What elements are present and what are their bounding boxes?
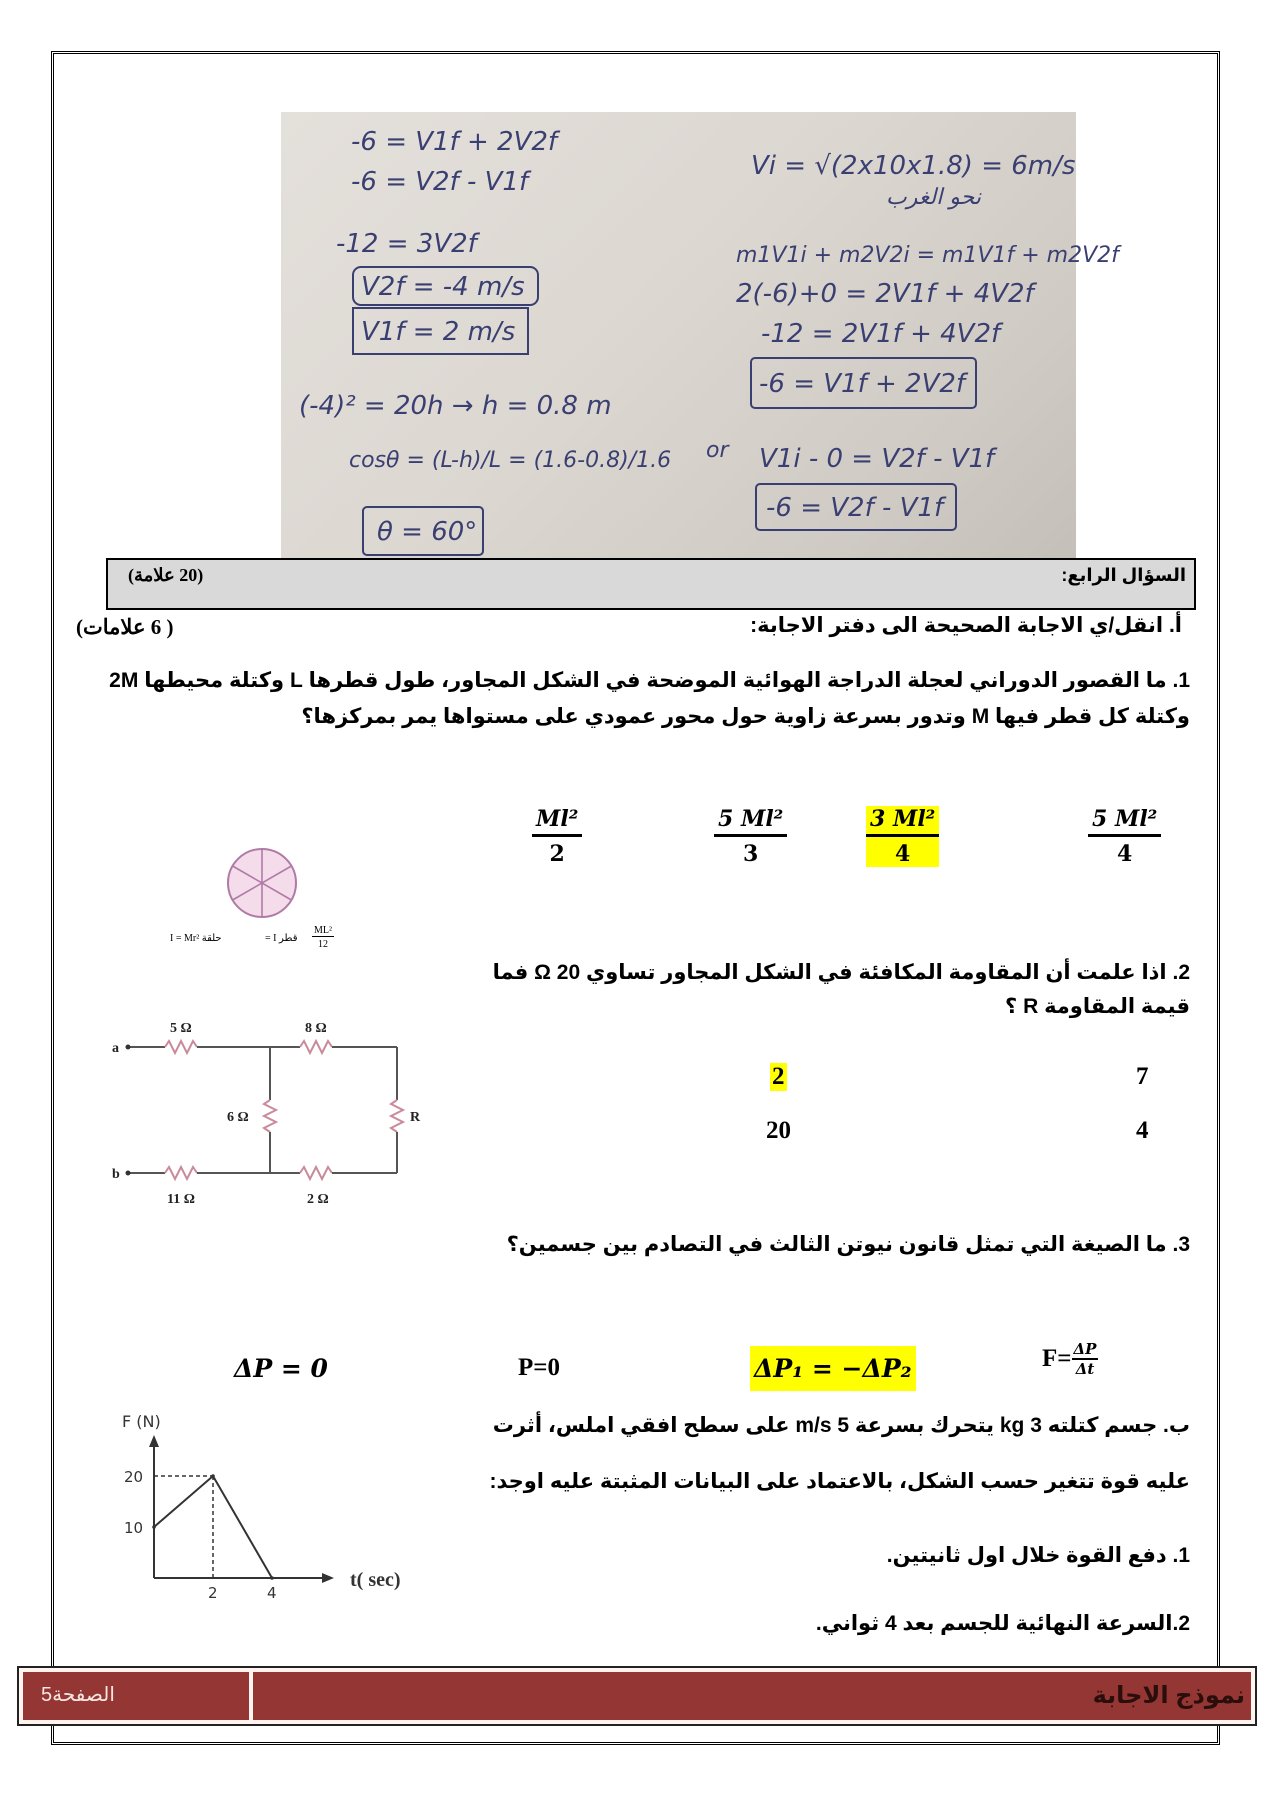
node-label-b: b: [112, 1167, 120, 1182]
force-time-chart: [110, 1405, 430, 1615]
q1-option[interactable]: [714, 806, 787, 867]
terminal-b: [126, 1171, 131, 1176]
x-tick-label: 2: [208, 1584, 218, 1602]
q1-option-correct[interactable]: [866, 806, 939, 867]
footer-page-cell: [23, 1672, 249, 1720]
hw-left-line: θ = 60°: [377, 517, 478, 547]
option-numerator: 3 Ml²: [866, 806, 939, 837]
hw-right-line: V1i - 0 = V2f - V1f: [759, 444, 995, 474]
q2-text-line2: قيمة المقاومة R ؟: [1005, 995, 1190, 1018]
q2-option-correct[interactable]: 2: [772, 1063, 785, 1090]
option-denominator: 3: [743, 841, 759, 867]
q3-option[interactable]: [1042, 1340, 1098, 1378]
resistor-5-ohm: [165, 1041, 197, 1053]
hw-left-line: V2f = -4 m/s: [361, 272, 525, 302]
bicycle-wheel-icon: [222, 843, 302, 923]
part-a-instruction: أ. انقل/ي الاجابة الصحيحة الى دفتر الاجابة:: [750, 614, 1182, 637]
hw-right-line: 2(-6)+0 = 2V1f + 4V2f: [736, 279, 1034, 309]
chart-xlabel: t( sec): [350, 1569, 401, 1591]
q1-text-line1: 1. ما القصور الدوراني لعجلة الدراجة الهوائية الموضحة في الشكل المجاور، طول قطرها L وكتلة محيطها 2M: [109, 669, 1190, 692]
q2-text-line1: 2. اذا علمت أن المقاومة المكافئة في الشكل المجاور تساوي Ω 20 فما: [492, 961, 1190, 984]
part-a-marks: ( 6 علامات): [76, 615, 174, 639]
hw-left-line: -6 = V2f - V1f: [351, 167, 529, 197]
q2-option[interactable]: 7: [1136, 1063, 1149, 1090]
wheel-caption: [170, 925, 345, 957]
hw-right-line: -6 = V2f - V1f: [766, 493, 944, 523]
caption-rod-den: 12: [318, 939, 328, 950]
part-b-item2: 2.السرعة النهائية للجسم بعد 4 ثواني.: [815, 1612, 1190, 1635]
handwritten-solution-photo: [281, 112, 1119, 560]
node-label-a: a: [112, 1041, 119, 1056]
option-numerator: 5 Ml²: [714, 806, 787, 837]
hw-left-line: (-4)² = 20h → h = 0.8 m: [299, 391, 612, 421]
resistor-11-ohm: [165, 1167, 197, 1179]
hw-right-line: Vi = √(2x10x1.8) = 6m/s: [751, 151, 1076, 181]
hw-right-line: -12 = 2V1f + 4V2f: [761, 319, 1001, 349]
resistor-2-ohm: [300, 1167, 332, 1179]
hw-left-line: cosθ = (L-h)/L = (1.6-0.8)/1.6: [349, 448, 672, 473]
hw-left-line: V1f = 2 m/s: [361, 317, 516, 347]
q3-option[interactable]: ΔP = 0: [234, 1354, 328, 1383]
resistor-label: 5 Ω: [170, 1021, 192, 1036]
x-tick-label: 4: [267, 1584, 277, 1602]
part-b-line2: عليه قوة تتغير حسب الشكل، بالاعتماد على البيانات المثبتة عليه اوجد:: [489, 1470, 1190, 1493]
q1-text-line2: وكتلة كل قطر فيها M وتدور بسرعة زاوية حول محور عمودي على مستواها يمر بمركزها؟: [301, 705, 1190, 728]
hw-right-line: or: [706, 438, 729, 463]
chart-ylabel: F (N): [122, 1412, 161, 1431]
q3-text-line1: 3. ما الصيغة التي تمثل قانون نيوتن الثالث في التصادم بين جسمين؟: [506, 1233, 1190, 1256]
footer-title-cell: [253, 1672, 1251, 1720]
x-axis-arrow-icon: [322, 1573, 334, 1583]
hw-left-line: -6 = V1f + 2V2f: [351, 127, 558, 157]
resistor-6-ohm: [264, 1100, 276, 1132]
caption-rod-num: ML²: [314, 925, 332, 936]
resistor-label: 6 Ω: [227, 1110, 249, 1125]
y-tick-label: 10: [124, 1519, 144, 1537]
resistor-label: 2 Ω: [307, 1192, 329, 1207]
hw-right-line: -6 = V1f + 2V2f: [759, 369, 966, 399]
q3-option-correct[interactable]: ΔP₁ = −ΔP₂: [750, 1346, 916, 1391]
footer: [17, 1666, 1257, 1726]
q1-option[interactable]: [1088, 806, 1161, 867]
data-point: [211, 1474, 215, 1478]
option-numerator: Ml²: [532, 806, 582, 837]
formula-denominator: Δt: [1075, 1360, 1095, 1378]
page-number: الصفحة5: [41, 1684, 115, 1706]
option-denominator: 4: [1117, 841, 1133, 867]
terminal-a: [126, 1045, 131, 1050]
hw-right-line: نحو الغرب: [886, 185, 981, 210]
y-tick-label: 20: [124, 1468, 144, 1486]
resistor-label: 8 Ω: [305, 1021, 327, 1036]
question-title: السؤال الرابع:: [1061, 565, 1186, 585]
formula-label: F=: [1042, 1345, 1072, 1372]
handwriting-canvas: [281, 112, 1119, 560]
footer-title: نموذج الاجابة: [1092, 1682, 1245, 1709]
option-denominator: 4: [895, 841, 911, 867]
part-b-item1: 1. دفع القوة خلال اول ثانيتين.: [886, 1544, 1190, 1567]
q1-option[interactable]: [532, 806, 582, 867]
question-marks: (20 علامة): [128, 565, 204, 585]
option-denominator: 2: [549, 841, 565, 867]
resistor-R: [391, 1100, 403, 1132]
hw-right-line: m1V1i + m2V2i = m1V1f + m2V2f: [736, 243, 1119, 268]
option-numerator: 5 Ml²: [1088, 806, 1161, 837]
caption-ring: حلقة I = Mr²: [170, 933, 222, 944]
q3-option[interactable]: P=0: [518, 1354, 561, 1381]
question-header-box: [106, 558, 1196, 610]
q2-option[interactable]: 4: [1136, 1117, 1149, 1144]
resistor-8-ohm: [300, 1041, 332, 1053]
formula-numerator: ΔP: [1073, 1340, 1097, 1358]
data-point: [152, 1525, 156, 1529]
part-b-line1: ب. جسم كتلته 3 kg يتحرك بسرعة 5 m/s على سطح افقي املس، أثرت: [492, 1414, 1190, 1437]
resistor-label: 11 Ω: [167, 1192, 195, 1207]
data-point: [270, 1576, 274, 1580]
formula-fraction: [1072, 1340, 1099, 1378]
circuit-diagram: [110, 1010, 430, 1210]
hw-left-line: -12 = 3V2f: [336, 229, 477, 259]
y-axis-arrow-icon: [149, 1435, 159, 1447]
q2-option[interactable]: 20: [766, 1117, 791, 1144]
caption-rod: قطر I =: [265, 933, 298, 944]
resistor-label: R: [410, 1110, 421, 1125]
